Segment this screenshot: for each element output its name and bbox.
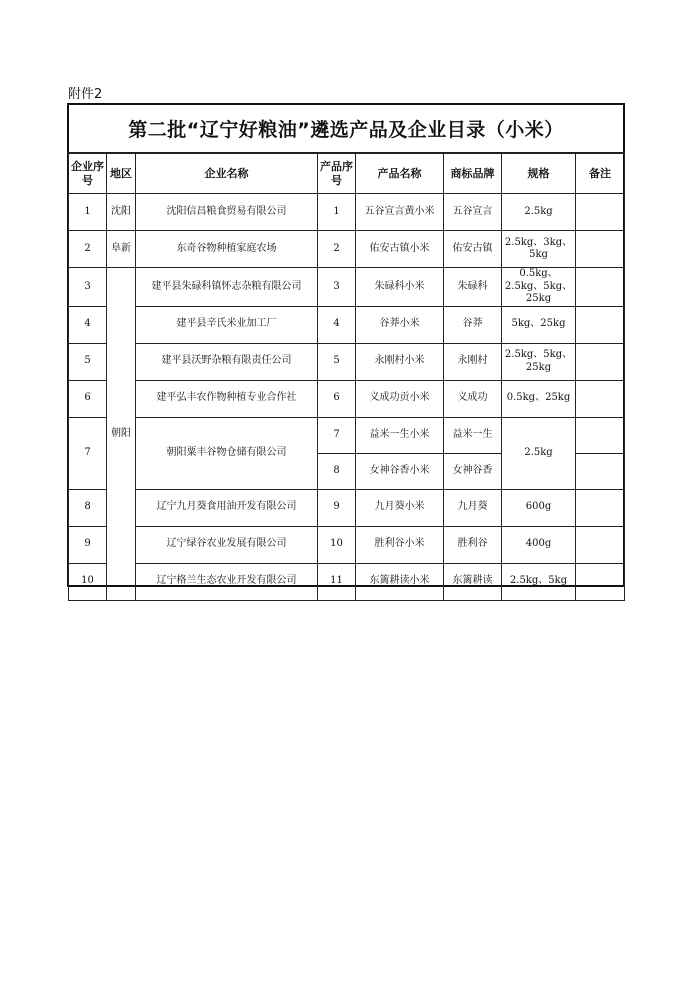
table-row [69, 526, 625, 563]
company-name: 沈阳信昌粮食贸易有限公司 [136, 194, 318, 231]
product-name: 朱碌科小米 [356, 268, 444, 307]
product-seq: 6 [318, 380, 356, 417]
brand: 九月葵 [444, 489, 502, 526]
note [576, 231, 625, 268]
header-seq: 企业序号 [69, 154, 107, 194]
note [576, 380, 625, 417]
company-name: 建平县沃野杂粮有限责任公司 [136, 343, 318, 380]
region: 沈阳 [107, 194, 136, 231]
product-seq: 7 [318, 417, 356, 453]
product-name: 益米一生小米 [356, 417, 444, 453]
table-row [69, 417, 625, 453]
product-seq: 2 [318, 231, 356, 268]
header-row [69, 154, 625, 194]
spec: 0.5kg、2.5kg、5kg、25kg [502, 268, 576, 307]
table-row [69, 343, 625, 380]
region: 朝阳 [107, 268, 136, 601]
table-row [69, 268, 625, 307]
header-note: 备注 [576, 154, 625, 194]
table-row [69, 306, 625, 343]
note [576, 194, 625, 231]
spec: 2.5kg [502, 417, 576, 489]
header-product: 产品名称 [356, 154, 444, 194]
header-region: 地区 [107, 154, 136, 194]
product-name: 义成功贡小米 [356, 380, 444, 417]
note [576, 268, 625, 307]
product-name: 胜利谷小米 [356, 526, 444, 563]
product-name: 女神谷香小米 [356, 453, 444, 489]
brand: 谷莽 [444, 306, 502, 343]
product-name: 五谷宣言黄小米 [356, 194, 444, 231]
brand: 永刚村 [444, 343, 502, 380]
region: 阜新 [107, 231, 136, 268]
note [576, 526, 625, 563]
product-seq: 3 [318, 268, 356, 307]
table-row [69, 194, 625, 231]
product-seq: 10 [318, 526, 356, 563]
brand: 佑安古镇 [444, 231, 502, 268]
product-seq: 11 [318, 563, 356, 600]
product-seq: 9 [318, 489, 356, 526]
company-name: 建平弘丰农作物种植专业合作社 [136, 380, 318, 417]
company-name: 朝阳粟丰谷物仓储有限公司 [136, 417, 318, 489]
enterprise-seq: 6 [69, 380, 107, 417]
enterprise-seq: 2 [69, 231, 107, 268]
catalog-table [68, 153, 625, 601]
product-seq: 5 [318, 343, 356, 380]
product-seq: 1 [318, 194, 356, 231]
enterprise-seq: 10 [69, 563, 107, 600]
product-name: 九月葵小米 [356, 489, 444, 526]
enterprise-seq: 4 [69, 306, 107, 343]
product-name: 永刚村小米 [356, 343, 444, 380]
header-brand: 商标品牌 [444, 154, 502, 194]
note [576, 306, 625, 343]
enterprise-seq: 3 [69, 268, 107, 307]
brand: 朱碌科 [444, 268, 502, 307]
brand: 女神谷香 [444, 453, 502, 489]
brand: 益米一生 [444, 417, 502, 453]
note [576, 343, 625, 380]
note [576, 453, 625, 489]
product-seq: 4 [318, 306, 356, 343]
note [576, 417, 625, 453]
product-seq: 8 [318, 453, 356, 489]
spec: 400g [502, 526, 576, 563]
company-name: 辽宁绿谷农业发展有限公司 [136, 526, 318, 563]
company-name: 建平县辛氏米业加工厂 [136, 306, 318, 343]
note [576, 563, 625, 600]
brand: 义成功 [444, 380, 502, 417]
table-row [69, 380, 625, 417]
table-row [69, 489, 625, 526]
enterprise-seq: 5 [69, 343, 107, 380]
spec: 2.5kg [502, 194, 576, 231]
table-row [69, 231, 625, 268]
table-row [69, 563, 625, 600]
company-name: 辽宁格兰生态农业开发有限公司 [136, 563, 318, 600]
spec: 2.5kg、5kg、25kg [502, 343, 576, 380]
enterprise-seq: 8 [69, 489, 107, 526]
header-spec: 规格 [502, 154, 576, 194]
attachment-label: 附件2 [68, 87, 103, 102]
company-name: 辽宁九月葵食用油开发有限公司 [136, 489, 318, 526]
page-title: 第二批“辽宁好粮油”遴选产品及企业目录（小米） [128, 118, 564, 141]
header-product-seq: 产品序号 [318, 154, 356, 194]
product-name: 东篱耕读小米 [356, 563, 444, 600]
brand: 东篱耕读 [444, 563, 502, 600]
enterprise-seq: 9 [69, 526, 107, 563]
brand: 五谷宣言 [444, 194, 502, 231]
header-company: 企业名称 [136, 154, 318, 194]
enterprise-seq: 1 [69, 194, 107, 231]
spec: 2.5kg、5kg [502, 563, 576, 600]
note [576, 489, 625, 526]
brand: 胜利谷 [444, 526, 502, 563]
enterprise-seq: 7 [69, 417, 107, 489]
product-name: 佑安古镇小米 [356, 231, 444, 268]
product-name: 谷莽小米 [356, 306, 444, 343]
spec: 2.5kg、3kg、5kg [502, 231, 576, 268]
spec: 0.5kg、25kg [502, 380, 576, 417]
company-name: 东奇谷物种植家庭农场 [136, 231, 318, 268]
spec: 5kg、25kg [502, 306, 576, 343]
company-name: 建平县朱碌科镇怀志杂粮有限公司 [136, 268, 318, 307]
spec: 600g [502, 489, 576, 526]
